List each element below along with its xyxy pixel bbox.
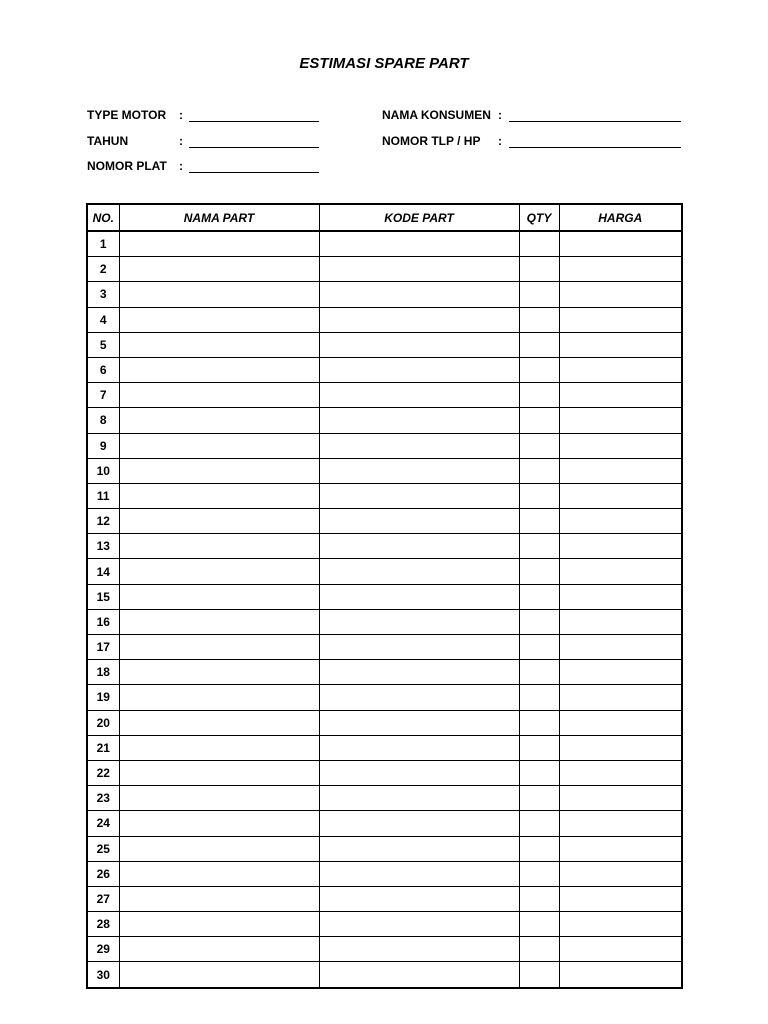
harga-cell[interactable]	[559, 886, 682, 911]
page-title: ESTIMASI SPARE PART	[299, 55, 469, 72]
table-row	[87, 635, 682, 660]
harga-cell[interactable]	[559, 685, 682, 710]
kode-part-cell[interactable]	[319, 685, 519, 710]
kode-part-cell[interactable]	[319, 408, 519, 433]
nomor-tlp-field[interactable]	[382, 132, 684, 150]
harga-cell[interactable]	[559, 760, 682, 785]
kode-part-cell[interactable]	[319, 357, 519, 382]
nama-part-cell[interactable]	[119, 609, 319, 634]
row-number: 3	[87, 282, 119, 307]
type-motor-colon: :	[179, 108, 183, 122]
nomor-plat-colon: :	[179, 159, 183, 173]
row-number: 20	[87, 710, 119, 735]
harga-cell[interactable]	[559, 257, 682, 282]
harga-cell[interactable]	[559, 408, 682, 433]
row-number: 18	[87, 660, 119, 685]
qty-cell[interactable]	[519, 609, 559, 634]
table-row	[87, 861, 682, 886]
kode-part-cell[interactable]	[319, 735, 519, 760]
table-row	[87, 282, 682, 307]
kode-part-cell[interactable]	[319, 534, 519, 559]
table-row	[87, 433, 682, 458]
nama-part-cell[interactable]	[119, 559, 319, 584]
nama-part-cell[interactable]	[119, 458, 319, 483]
harga-cell[interactable]	[559, 786, 682, 811]
harga-cell[interactable]	[559, 861, 682, 886]
nama-part-cell[interactable]	[119, 710, 319, 735]
kode-part-cell[interactable]	[319, 811, 519, 836]
qty-cell[interactable]	[519, 383, 559, 408]
table-row	[87, 937, 682, 962]
qty-cell[interactable]	[519, 710, 559, 735]
row-number: 12	[87, 509, 119, 534]
kode-part-cell[interactable]	[319, 433, 519, 458]
row-number: 24	[87, 811, 119, 836]
table-row	[87, 660, 682, 685]
qty-cell[interactable]	[519, 584, 559, 609]
nomor-tlp-colon: :	[498, 134, 502, 148]
table-row	[87, 811, 682, 836]
header-kode-part: KODE PART	[319, 204, 519, 231]
row-number: 11	[87, 483, 119, 508]
qty-cell[interactable]	[519, 433, 559, 458]
harga-cell[interactable]	[559, 231, 682, 257]
kode-part-cell[interactable]	[319, 937, 519, 962]
row-number: 16	[87, 609, 119, 634]
qty-cell[interactable]	[519, 357, 559, 382]
nama-part-cell[interactable]	[119, 408, 319, 433]
spare-part-table-wrapper	[86, 203, 683, 989]
qty-cell[interactable]	[519, 509, 559, 534]
qty-cell[interactable]	[519, 307, 559, 332]
nama-part-cell[interactable]	[119, 257, 319, 282]
table-row	[87, 786, 682, 811]
qty-cell[interactable]	[519, 408, 559, 433]
kode-part-cell[interactable]	[319, 609, 519, 634]
nama-part-cell[interactable]	[119, 685, 319, 710]
kode-part-cell[interactable]	[319, 332, 519, 357]
harga-cell[interactable]	[559, 660, 682, 685]
kode-part-cell[interactable]	[319, 559, 519, 584]
harga-cell[interactable]	[559, 383, 682, 408]
row-number: 30	[87, 962, 119, 988]
nama-part-cell[interactable]	[119, 357, 319, 382]
kode-part-cell[interactable]	[319, 458, 519, 483]
table-row	[87, 509, 682, 534]
row-number: 27	[87, 886, 119, 911]
qty-cell[interactable]	[519, 458, 559, 483]
harga-cell[interactable]	[559, 458, 682, 483]
kode-part-cell[interactable]	[319, 584, 519, 609]
table-row	[87, 408, 682, 433]
nama-part-cell[interactable]	[119, 509, 319, 534]
table-row	[87, 609, 682, 634]
nama-part-cell[interactable]	[119, 534, 319, 559]
table-row	[87, 559, 682, 584]
harga-cell[interactable]	[559, 836, 682, 861]
header-nama-part: NAMA PART	[119, 204, 319, 231]
harga-cell[interactable]	[559, 433, 682, 458]
row-number: 13	[87, 534, 119, 559]
spare-part-table	[86, 203, 683, 989]
nama-part-cell[interactable]	[119, 735, 319, 760]
qty-cell[interactable]	[519, 962, 559, 988]
kode-part-cell[interactable]	[319, 635, 519, 660]
nama-part-cell[interactable]	[119, 433, 319, 458]
harga-cell[interactable]	[559, 509, 682, 534]
harga-cell[interactable]	[559, 534, 682, 559]
harga-cell[interactable]	[559, 282, 682, 307]
kode-part-cell[interactable]	[319, 509, 519, 534]
nama-part-cell[interactable]	[119, 635, 319, 660]
qty-cell[interactable]	[519, 760, 559, 785]
nama-part-cell[interactable]	[119, 483, 319, 508]
table-row	[87, 483, 682, 508]
row-number: 14	[87, 559, 119, 584]
table-row	[87, 760, 682, 785]
header-harga: HARGA	[559, 204, 682, 231]
harga-cell[interactable]	[559, 735, 682, 760]
harga-cell[interactable]	[559, 357, 682, 382]
harga-cell[interactable]	[559, 710, 682, 735]
type-motor-label: TYPE MOTOR	[87, 108, 167, 122]
kode-part-cell[interactable]	[319, 257, 519, 282]
nama-part-cell[interactable]	[119, 786, 319, 811]
row-number: 23	[87, 786, 119, 811]
qty-cell[interactable]	[519, 231, 559, 257]
tahun-label: TAHUN	[87, 134, 129, 148]
table-row	[87, 735, 682, 760]
row-number: 29	[87, 937, 119, 962]
nama-part-cell[interactable]	[119, 886, 319, 911]
nama-part-cell[interactable]	[119, 937, 319, 962]
kode-part-cell[interactable]	[319, 786, 519, 811]
type-motor-line[interactable]	[189, 121, 319, 122]
qty-cell[interactable]	[519, 786, 559, 811]
table-row	[87, 710, 682, 735]
row-number: 21	[87, 735, 119, 760]
kode-part-cell[interactable]	[319, 886, 519, 911]
nama-part-cell[interactable]	[119, 282, 319, 307]
nama-konsumen-field[interactable]	[382, 106, 684, 124]
nama-part-cell[interactable]	[119, 836, 319, 861]
nama-part-cell[interactable]	[119, 660, 319, 685]
qty-cell[interactable]	[519, 332, 559, 357]
qty-cell[interactable]	[519, 912, 559, 937]
kode-part-cell[interactable]	[319, 836, 519, 861]
nomor-plat-line[interactable]	[189, 172, 319, 173]
nomor-plat-label: NOMOR PLAT	[87, 159, 167, 173]
table-row	[87, 257, 682, 282]
harga-cell[interactable]	[559, 962, 682, 988]
harga-cell[interactable]	[559, 307, 682, 332]
harga-cell[interactable]	[559, 584, 682, 609]
qty-cell[interactable]	[519, 559, 559, 584]
kode-part-cell[interactable]	[319, 282, 519, 307]
tahun-colon: :	[179, 134, 183, 148]
row-number: 6	[87, 357, 119, 382]
qty-cell[interactable]	[519, 635, 559, 660]
kode-part-cell[interactable]	[319, 962, 519, 988]
row-number: 7	[87, 383, 119, 408]
harga-cell[interactable]	[559, 912, 682, 937]
qty-cell[interactable]	[519, 836, 559, 861]
nomor-tlp-line[interactable]	[509, 147, 681, 148]
header-qty: QTY	[519, 204, 559, 231]
table-row	[87, 912, 682, 937]
table-row	[87, 458, 682, 483]
harga-cell[interactable]	[559, 937, 682, 962]
row-number: 26	[87, 861, 119, 886]
qty-cell[interactable]	[519, 937, 559, 962]
qty-cell[interactable]	[519, 282, 559, 307]
qty-cell[interactable]	[519, 660, 559, 685]
qty-cell[interactable]	[519, 534, 559, 559]
nama-part-cell[interactable]	[119, 307, 319, 332]
table-row	[87, 383, 682, 408]
row-number: 2	[87, 257, 119, 282]
row-number: 19	[87, 685, 119, 710]
kode-part-cell[interactable]	[319, 383, 519, 408]
kode-part-cell[interactable]	[319, 660, 519, 685]
row-number: 4	[87, 307, 119, 332]
table-row	[87, 962, 682, 988]
kode-part-cell[interactable]	[319, 231, 519, 257]
nomor-tlp-label: NOMOR TLP / HP	[382, 134, 481, 148]
qty-cell[interactable]	[519, 886, 559, 911]
row-number: 10	[87, 458, 119, 483]
harga-cell[interactable]	[559, 609, 682, 634]
nama-part-cell[interactable]	[119, 811, 319, 836]
row-number: 28	[87, 912, 119, 937]
tahun-line[interactable]	[189, 147, 319, 148]
kode-part-cell[interactable]	[319, 861, 519, 886]
row-number: 1	[87, 231, 119, 257]
qty-cell[interactable]	[519, 685, 559, 710]
nama-part-cell[interactable]	[119, 584, 319, 609]
nama-konsumen-label: NAMA KONSUMEN	[382, 108, 491, 122]
harga-cell[interactable]	[559, 811, 682, 836]
kode-part-cell[interactable]	[319, 483, 519, 508]
row-number: 15	[87, 584, 119, 609]
header-no: NO.	[87, 204, 119, 231]
table-row	[87, 836, 682, 861]
type-motor-field[interactable]	[87, 106, 321, 124]
nama-part-cell[interactable]	[119, 861, 319, 886]
row-number: 17	[87, 635, 119, 660]
nama-part-cell[interactable]	[119, 760, 319, 785]
nomor-plat-field[interactable]	[87, 157, 321, 175]
nama-konsumen-line[interactable]	[509, 121, 681, 122]
nama-konsumen-colon: :	[498, 108, 502, 122]
table-row	[87, 584, 682, 609]
row-number: 8	[87, 408, 119, 433]
harga-cell[interactable]	[559, 483, 682, 508]
nama-part-cell[interactable]	[119, 962, 319, 988]
row-number: 9	[87, 433, 119, 458]
nama-part-cell[interactable]	[119, 383, 319, 408]
nama-part-cell[interactable]	[119, 332, 319, 357]
kode-part-cell[interactable]	[319, 760, 519, 785]
qty-cell[interactable]	[519, 735, 559, 760]
nama-part-cell[interactable]	[119, 231, 319, 257]
tahun-field[interactable]	[87, 132, 321, 150]
table-body	[87, 231, 682, 988]
qty-cell[interactable]	[519, 483, 559, 508]
kode-part-cell[interactable]	[319, 307, 519, 332]
kode-part-cell[interactable]	[319, 710, 519, 735]
qty-cell[interactable]	[519, 861, 559, 886]
table-row	[87, 886, 682, 911]
table-header-row	[87, 204, 682, 231]
row-number: 5	[87, 332, 119, 357]
table-row	[87, 685, 682, 710]
kode-part-cell[interactable]	[319, 912, 519, 937]
qty-cell[interactable]	[519, 257, 559, 282]
nama-part-cell[interactable]	[119, 912, 319, 937]
row-number: 22	[87, 760, 119, 785]
harga-cell[interactable]	[559, 635, 682, 660]
table-row	[87, 231, 682, 257]
table-row	[87, 357, 682, 382]
row-number: 25	[87, 836, 119, 861]
table-row	[87, 307, 682, 332]
harga-cell[interactable]	[559, 332, 682, 357]
table-row	[87, 332, 682, 357]
table-row	[87, 534, 682, 559]
harga-cell[interactable]	[559, 559, 682, 584]
qty-cell[interactable]	[519, 811, 559, 836]
